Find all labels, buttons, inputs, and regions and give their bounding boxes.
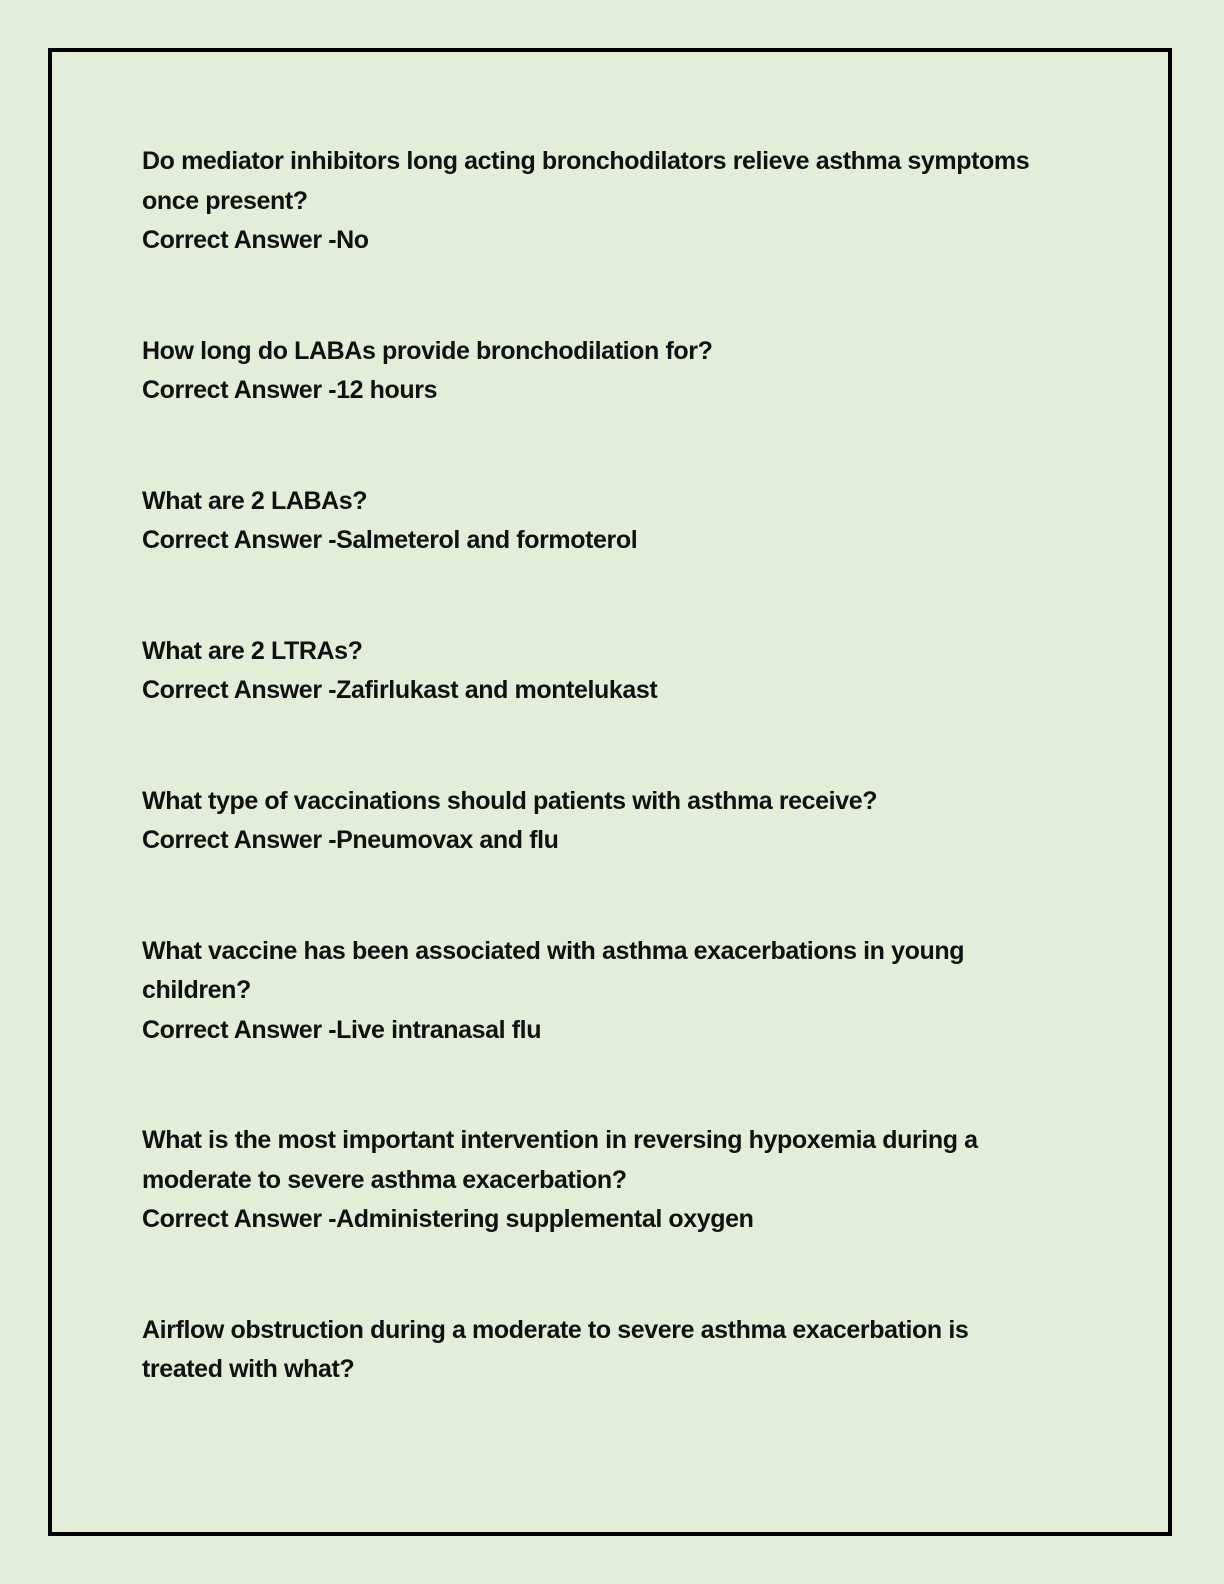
answer-prefix: Correct Answer - — [142, 526, 337, 554]
answer-text: Salmeterol and formoterol — [336, 526, 638, 554]
answer-text: Administering supplemental oxygen — [336, 1205, 754, 1233]
qa-item — [142, 142, 1042, 261]
answer-prefix: Correct Answer - — [142, 1205, 337, 1233]
answer-text: Zafirlukast and montelukast — [336, 676, 658, 704]
answer-prefix: Correct Answer - — [142, 826, 337, 854]
qa-item — [142, 1311, 1042, 1390]
answer-prefix: Correct Answer - — [142, 676, 337, 704]
answer-line — [142, 1200, 1042, 1240]
question-text: What vaccine has been associated with asthma exacerbations in young children? — [142, 936, 965, 1004]
answer-line — [142, 671, 1042, 711]
qa-item — [142, 1121, 1042, 1240]
answer-line — [142, 371, 1042, 411]
question-text: What type of vaccinations should patients with asthma receive? — [142, 786, 878, 815]
qa-item — [142, 932, 1042, 1051]
answer-line — [142, 521, 1042, 561]
answer-text: 12 hours — [336, 376, 438, 404]
answer-prefix: Correct Answer - — [142, 1015, 337, 1044]
question-text: What is the most important intervention in reversing hypoxemia during a moderate to severe asthma exacerbation? — [142, 1126, 978, 1194]
answer-text: Live intranasal flu — [336, 1015, 542, 1044]
question-text: What are 2 LTRAs? — [142, 636, 363, 665]
answer-prefix: Correct Answer - — [142, 376, 337, 404]
answer-text: Pneumovax and flu — [336, 826, 559, 854]
qa-item — [142, 332, 1042, 411]
answer-line — [142, 221, 1042, 261]
qa-item — [142, 482, 1042, 561]
question-text: What are 2 LABAs? — [142, 486, 368, 515]
qa-list — [142, 142, 1042, 1461]
answer-line — [142, 1011, 1042, 1051]
question-text: How long do LABAs provide bronchodilation for? — [142, 336, 713, 365]
question-text: Airflow obstruction during a moderate to severe asthma exacerbation is treated with what? — [142, 1315, 969, 1383]
qa-item — [142, 632, 1042, 711]
qa-item — [142, 782, 1042, 861]
answer-prefix: Correct Answer - — [142, 226, 337, 254]
answer-text: No — [336, 226, 369, 254]
question-text: Do mediator inhibitors long acting bronchodilators relieve asthma symptoms once present? — [142, 147, 1030, 215]
answer-line — [142, 821, 1042, 861]
